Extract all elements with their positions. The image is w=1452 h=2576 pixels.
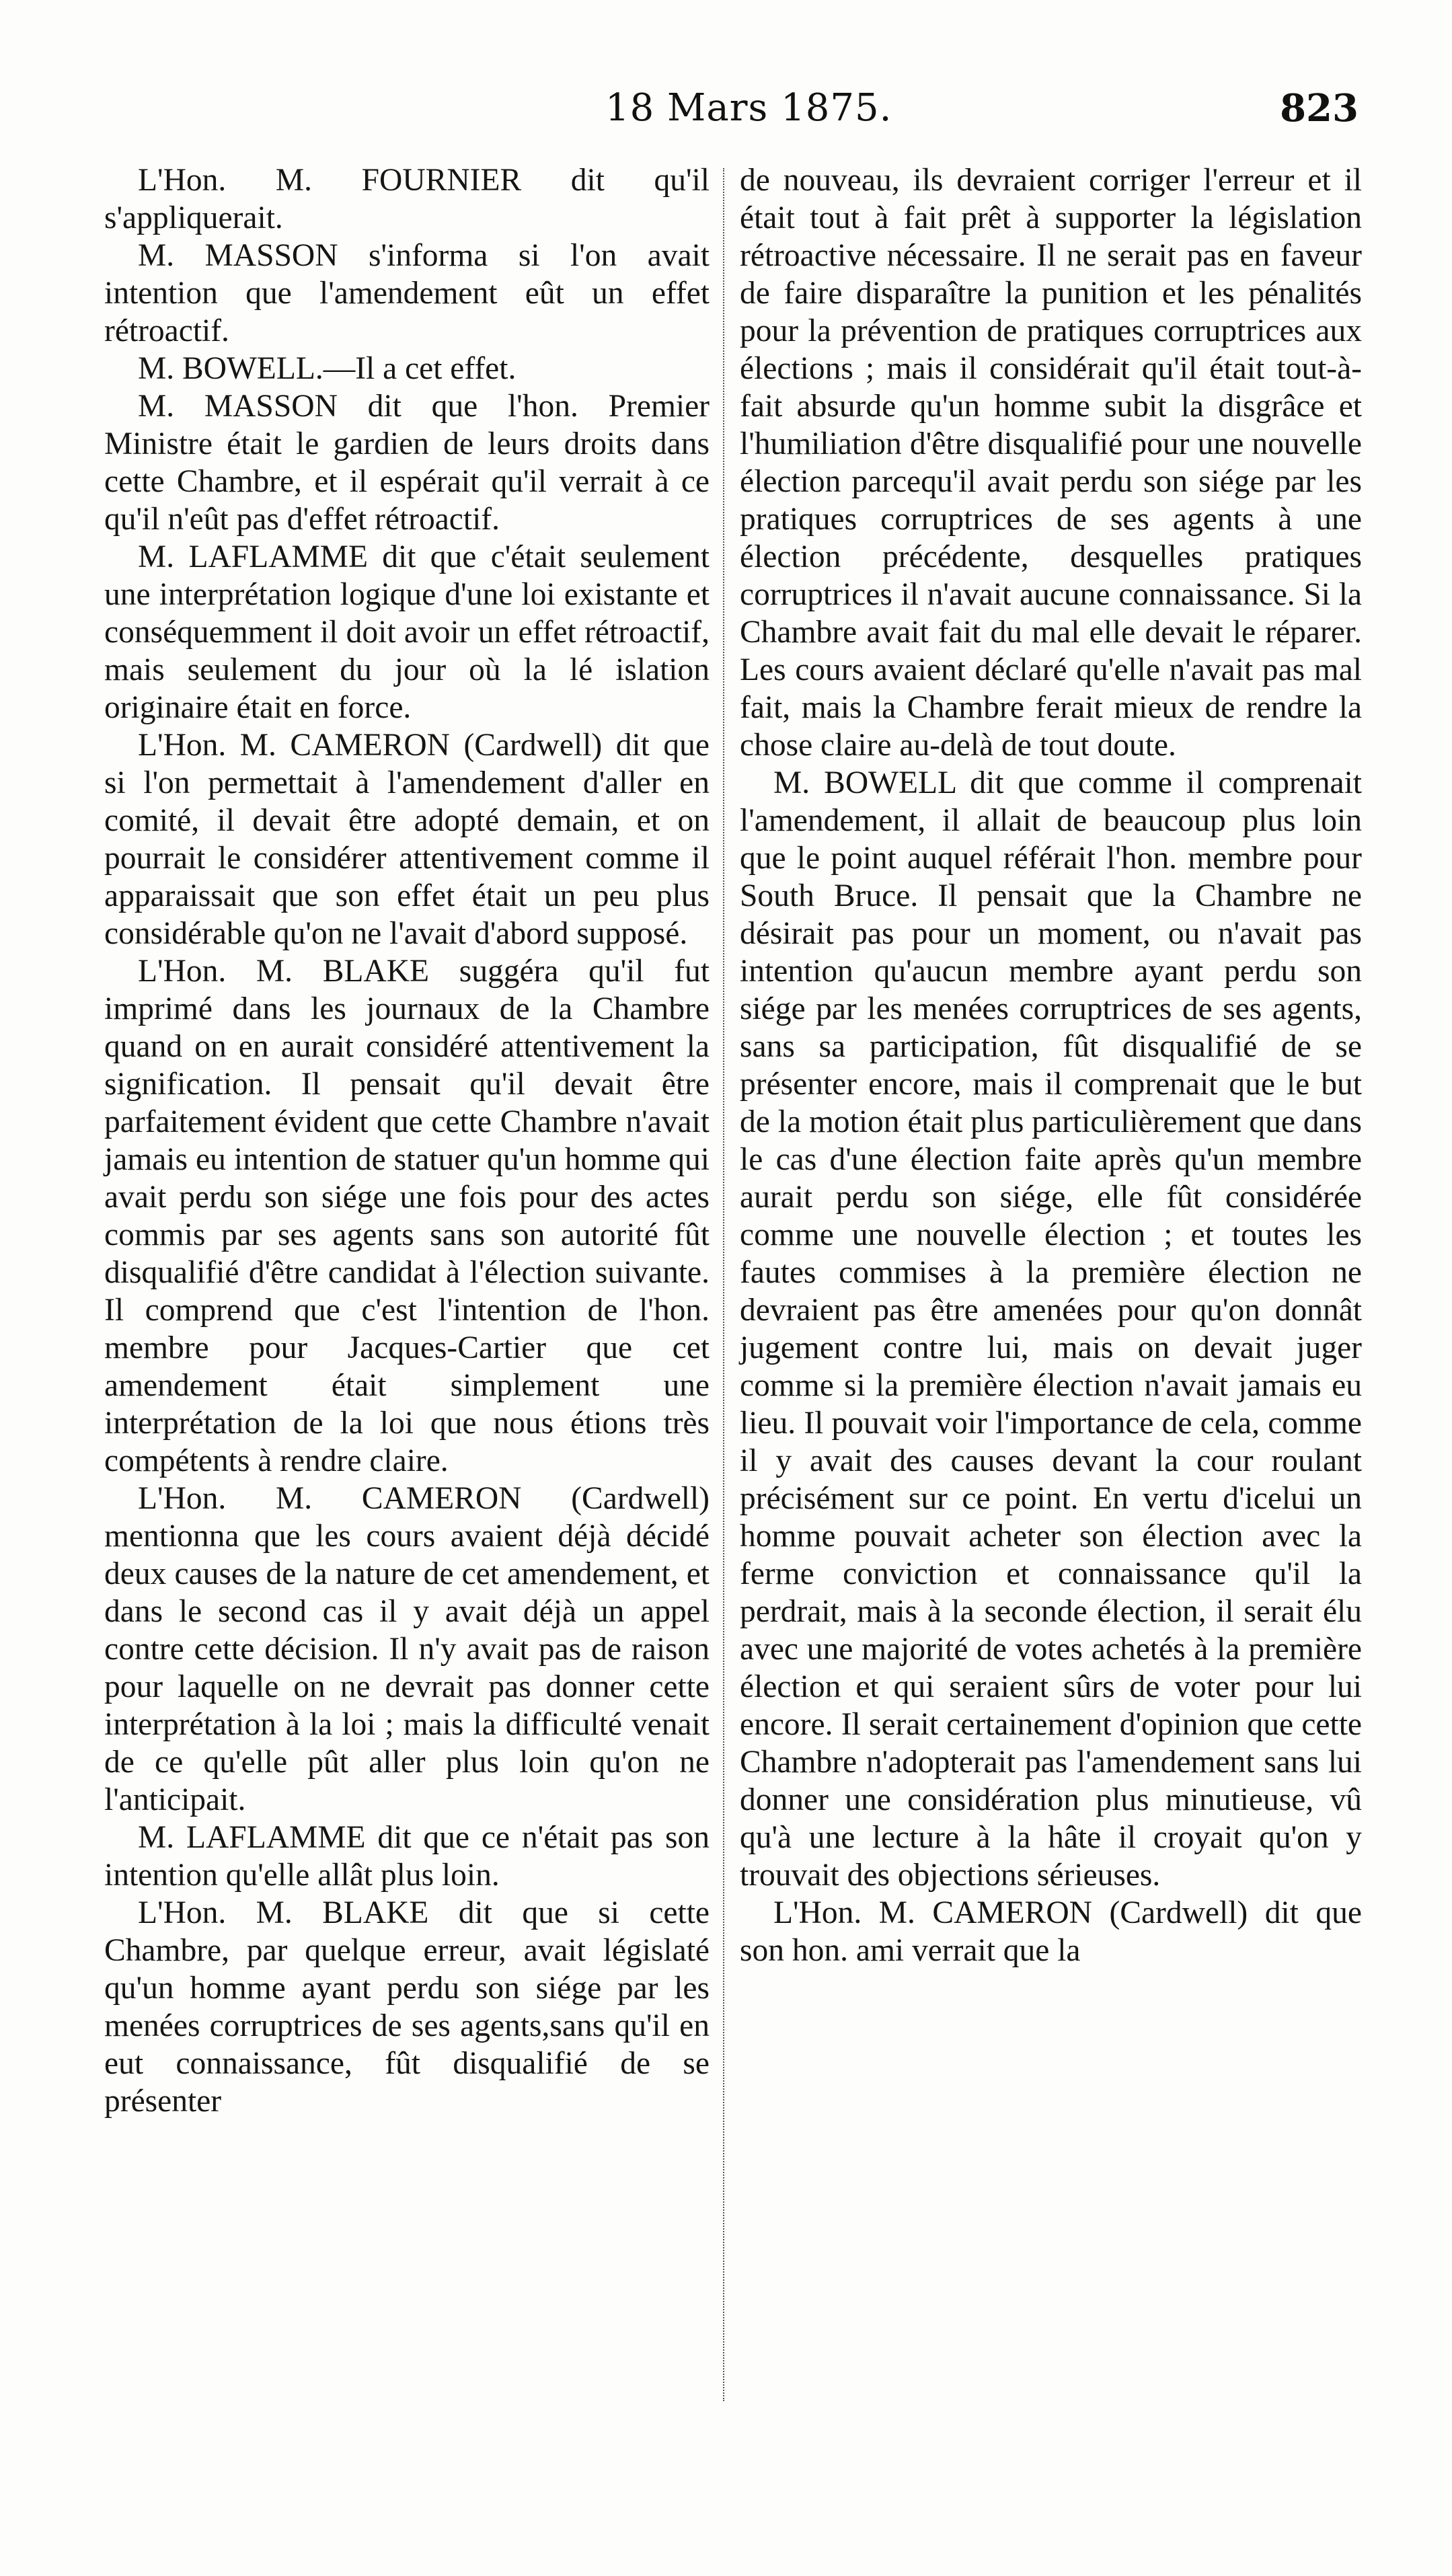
paragraph: L'Hon. M. BLAKE suggéra qu'il fut imprimé dans les journaux de la Chambre quand on en aurait considéré attentivement la signification. Il pensait qu'il devait être parfaitement évident que cette Chambre n'avait jamais eu intention de statuer qu'un homme qui avait perdu son siége une fois pour des actes commis par ses agents sans son autorité fût disqualifié d'être candidat à l'élection suivante. Il comprend que c'est l'intention de l'hon. membre pour Jacques-Cartier que cet amendement était simplement une interprétation de la loi que nous étions très compétents à rendre claire. (104, 954, 710, 1478)
paragraph: L'Hon. M. CAMERON (Cardwell) dit que si l'on permettait à l'amendement d'aller en comité, il devait être adopté demain, et on pourrait le considérer attentivement comme il apparaissait que son effet était un peu plus considérable qu'on ne l'avait d'abord supposé. (104, 728, 710, 951)
paragraph: L'Hon. M. BLAKE dit que si cette Chambre, par quelque erreur, avait législaté qu'un homme ayant perdu son siége par les menées corruptrices de ses agents,sans qu'il en eut connaissance, fût disqualifié de se présenter (104, 1895, 710, 2119)
paragraph-continuation: de nouveau, ils devraient corriger l'erreur et il était tout à fait prêt à supporter la législation rétroactive nécessaire. Il ne serait pas en faveur de faire disparaître la punition et les pénalités pour la prévention de pratiques corruptrices aux élections ; mais il considérait qu'il était tout-à-fait absurde qu'un homme subit la disgrâce et l'humiliation d'être disqualifié pour une nouvelle élection parcequ'il avait perdu son siége par les pratiques corruptrices de ses agents à une élection précédente, desquelles pratiques corruptrices il n'avait aucune connaissance. Si la Chambre avait fait du mal elle devait le réparer. Les cours avaient déclaré qu'elle n'avait pas mal fait, mais la Chambre ferait mieux de rendre la chose claire au-delà de tout doute. (740, 163, 1362, 763)
paragraph: L'Hon. M. CAMERON (Cardwell) dit que son hon. ami verrait que la (740, 1895, 1362, 1968)
paragraph: L'Hon. M. FOURNIER dit qu'il s'appliquerait. (104, 163, 710, 235)
paragraph: L'Hon. M. CAMERON (Cardwell) mentionna que les cours avaient déjà décidé deux causes de la nature de cet amendement, et dans le second cas il y avait déjà un appel contre cette décision. Il n'y avait pas de raison pour laquelle on ne devrait pas donner cette interprétation à la loi ; mais la difficulté venait de ce qu'elle pût aller plus loin qu'on ne l'anticipait. (104, 1481, 710, 1817)
column-divider (723, 168, 724, 2401)
page-number: 823 (1280, 86, 1359, 130)
page-date: 18 Mars 1875. (605, 86, 892, 130)
paragraph: M. LAFLAMME dit que c'était seulement une interprétation logique d'une loi existante et conséquemment il doit avoir un effet rétroactif, mais seulement du jour où la lé islation originaire était en force. (104, 539, 710, 725)
paragraph: M. MASSON dit que l'hon. Premier Ministre était le gardien de leurs droits dans cette Chambre, et il espérait qu'il verrait à ce qu'il n'eût pas d'effet rétroactif. (104, 389, 710, 537)
paragraph: M. BOWELL.—Il a cet effet. (138, 351, 517, 386)
paragraph: M. LAFLAMME dit que ce n'était pas son intention qu'elle allât plus loin. (104, 1820, 710, 1893)
paragraph: M. MASSON s'informa si l'on avait intention que l'amendement eût un effet rétroactif. (104, 238, 710, 348)
right-column (740, 161, 1362, 1969)
paragraph: M. BOWELL dit que comme il comprenait l'amendement, il allait de beaucoup plus loin que le point auquel référait l'hon. membre pour South Bruce. Il pensait que la Chambre ne désirait pas pour un moment, ou n'avait pas intention qu'aucun membre ayant perdu son siége par les menées corruptrices de ses agents, sans sa participation, fût disqualifié de se présenter encore, mais il comprenait que le but de la motion était plus particulièrement que dans le cas d'une élection faite après qu'un membre aurait perdu son siége, elle fût considérée comme une nouvelle élection ; et toutes les fautes commises à la première élection ne devraient pas être amenées pour qu'on donnât jugement contre lui, mais on devait juger comme si la première élection n'avait jamais eu lieu. Il pouvait voir l'importance de cela, comme il y avait des causes devant la cour roulant précisément sur ce point. En vertu d'icelui un homme pouvait acheter son élection avec la ferme conviction et connaissance qu'il la perdrait, mais à la seconde élection, il serait élu avec une majorité de votes achetés à la première élection et qui seraient sûrs de voter pour lui encore. Il serait certainement d'opinion que cette Chambre n'adopterait pas l'amendement sans lui donner une considération plus minutieuse, vû qu'à une lecture à la hâte il croyait qu'on y trouvait des objections sérieuses. (740, 765, 1362, 1893)
page-header (114, 86, 1359, 140)
left-column (104, 161, 710, 2120)
